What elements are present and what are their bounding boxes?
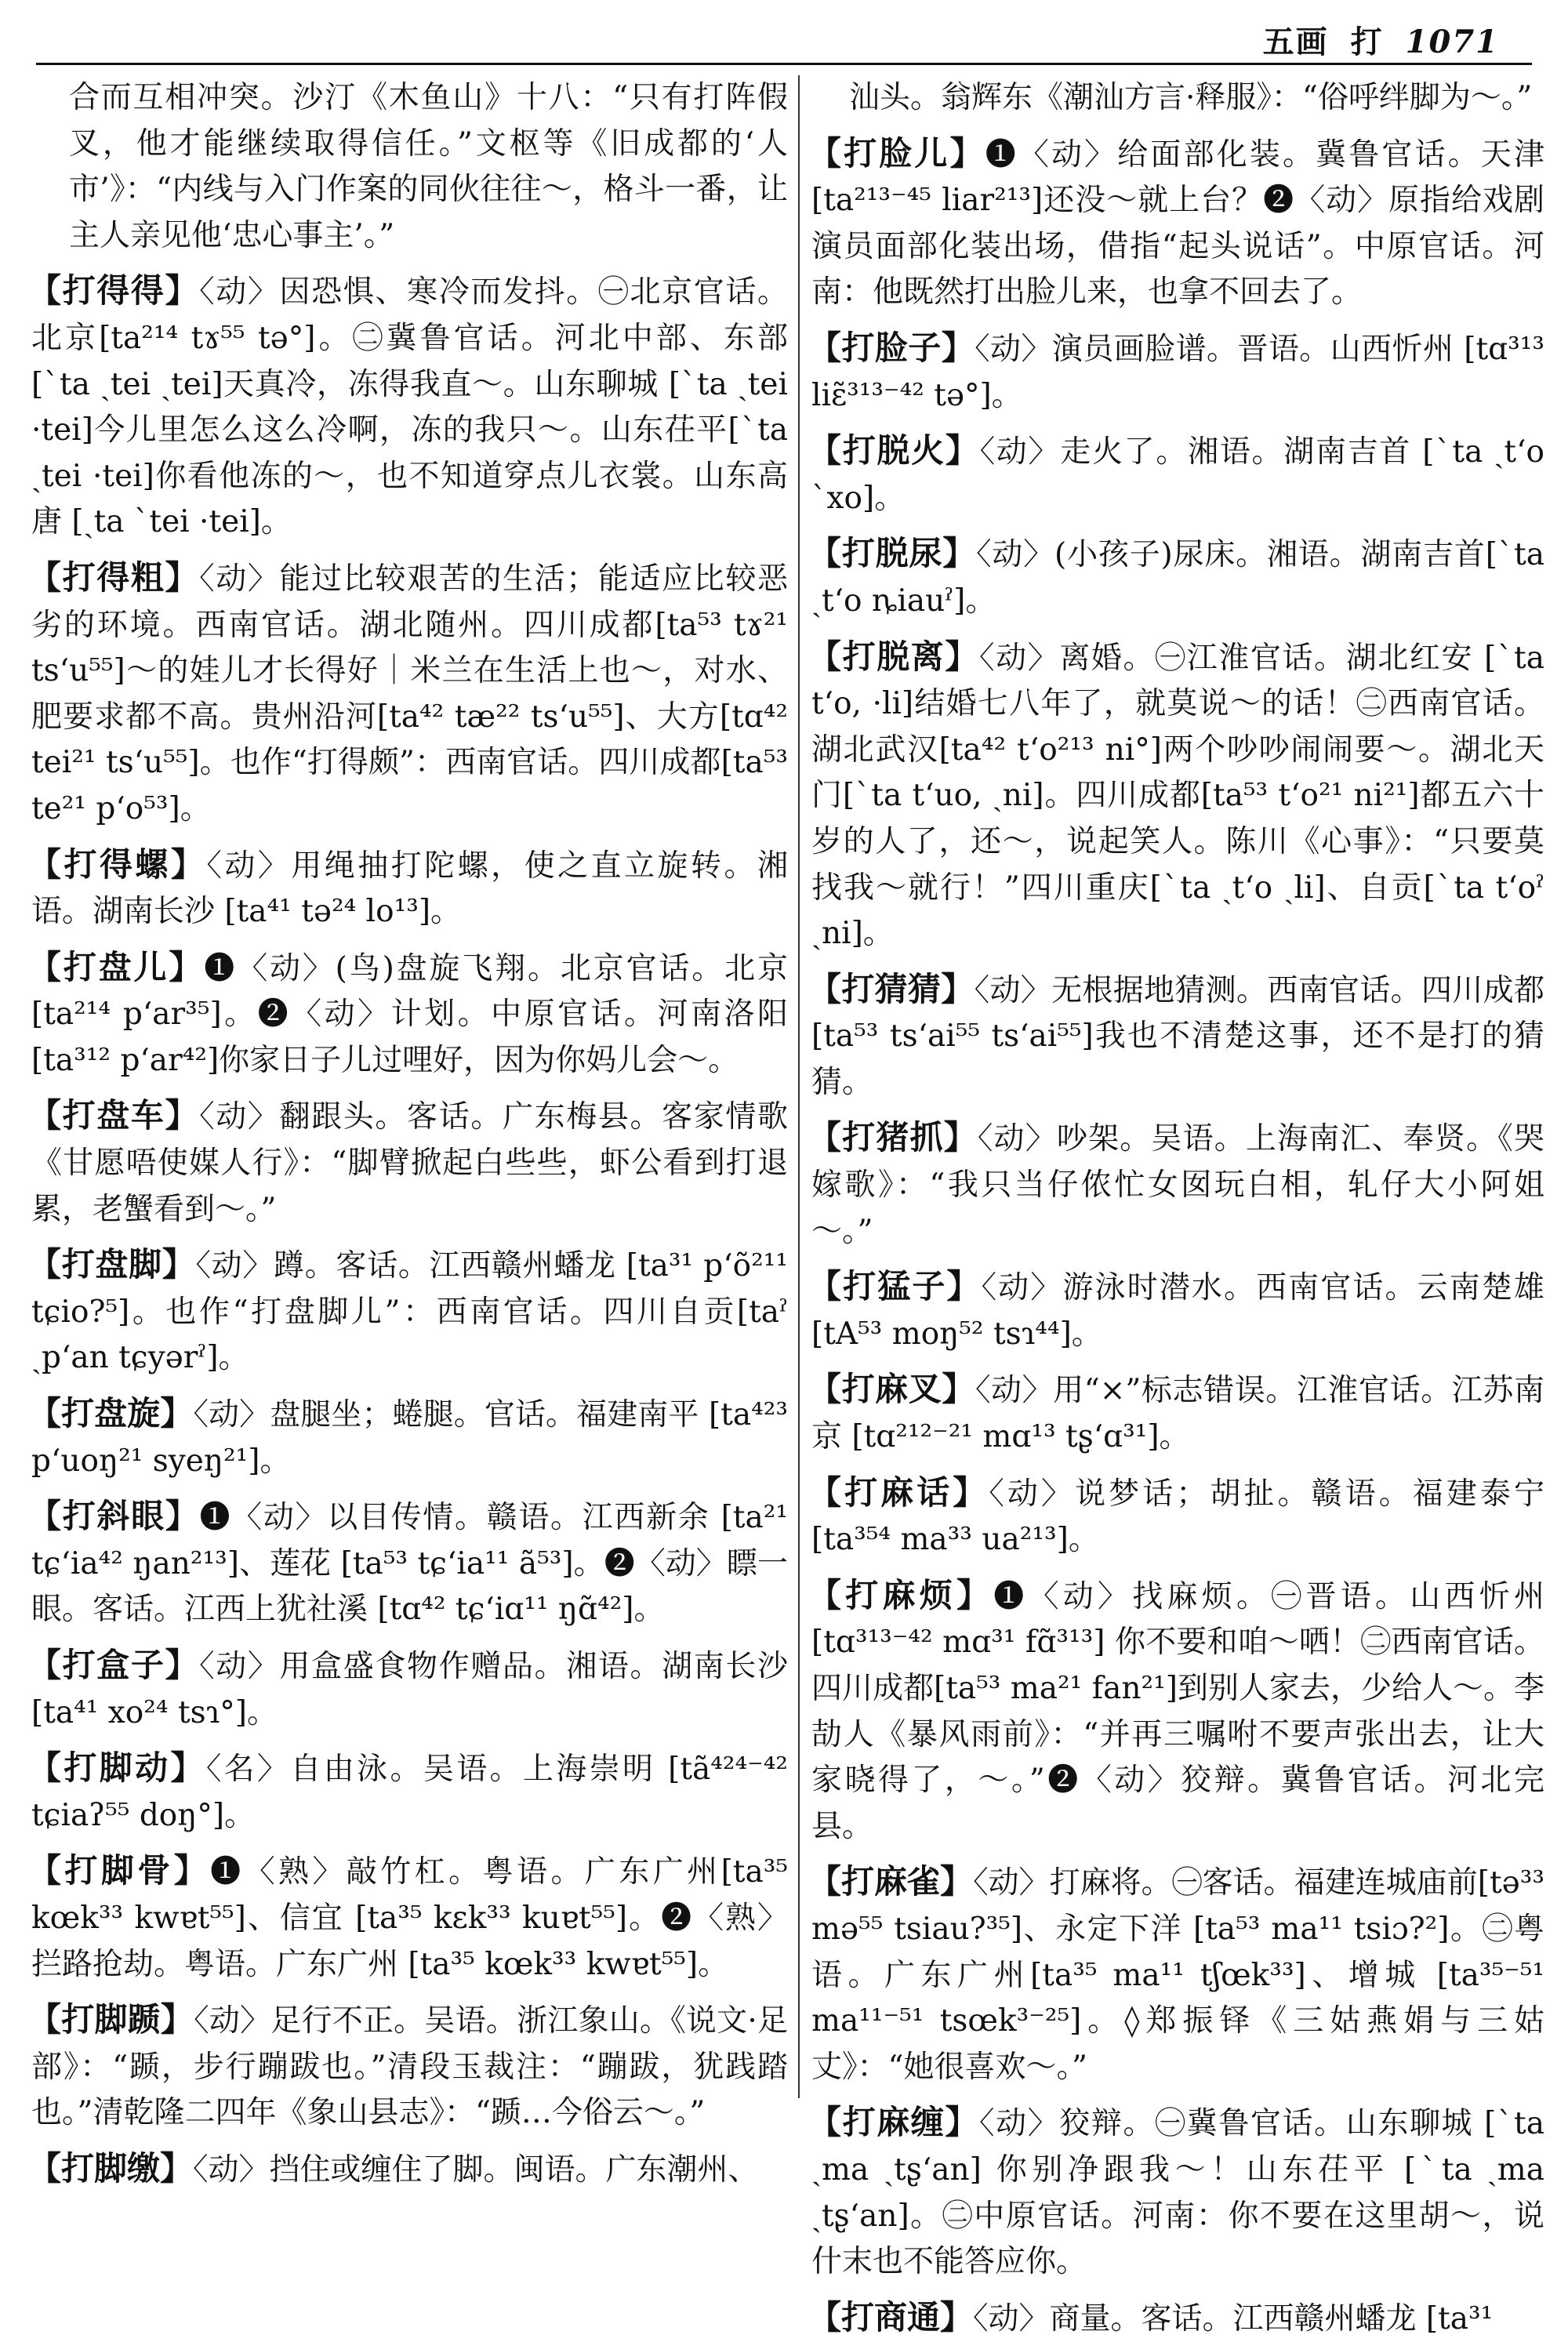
entry-definition: 〈动〉用“×”标志错误。江淮官话。江苏南京 [tɑ²¹²⁻²¹ mɑ¹³ tʂʻɑ³¹]。 xyxy=(811,1373,1544,1455)
dictionary-entry xyxy=(28,1997,788,2137)
entry-definition: 〈动〉盘腿坐；蜷腿。官话。福建南平 [ta⁴²³ pʻuoŋ²¹ syeŋ²¹]。 xyxy=(31,1397,788,1479)
entry-headword: 【打脱尿】 xyxy=(808,534,977,573)
entry-headword: 【打脚骨】 xyxy=(28,1851,211,1890)
dictionary-entry xyxy=(28,1093,788,1233)
dictionary-entry xyxy=(28,1494,788,1633)
entry-definition: 〈动〉能过比较艰苦的生活；能适应比较恶劣的环境。西南官话。湖北随州。四川成都[ta⁵³ tɤ²¹ tsʻu⁵⁵]～的娃儿才长得好｜米兰在生活上也～，对水、肥要求都不高。贵州沿河[ta⁴² tæ²² tsʻu⁵⁵]、大方[tɑ⁴² tei²¹ tsʻu⁵⁵]。也作“打得颇”：西南官话。四川成都[ta⁵³ te²¹ pʻo⁵³]。 xyxy=(31,561,788,826)
entry-definition: ❶〈熟〉敲竹杠。粤语。广东广州[ta³⁵ kœk³³ kwɐt⁵⁵]、信宜 [ta³⁵ kɛk³³ kuɐt⁵⁵]。❷〈熟〉拦路抢劫。粤语。广东广州 [ta³⁵ kœk³³ kwɐt⁵⁵]。 xyxy=(31,1854,788,1982)
dictionary-entry xyxy=(808,634,1544,957)
entry-definition: 〈动〉说梦话；胡扯。赣语。福建泰宁[ta³⁵⁴ ma³³ ua²¹³]。 xyxy=(811,1476,1544,1558)
dictionary-entry xyxy=(28,1848,788,1988)
entry-definition: 合而互相冲突。沙汀《木鱼山》十八：“只有打阵假叉，他才能继续取得信任。”文枢等《旧成都的‘人市’》：“内线与入门作案的同伙往往～，格斗一番，让主人亲见他‘忠心事主’。” xyxy=(69,80,788,253)
dictionary-entry xyxy=(28,1745,788,1839)
dictionary-entry xyxy=(28,945,788,1084)
entry-headword: 【打脸儿】 xyxy=(808,133,985,172)
entry-headword: 【打麻叉】 xyxy=(808,1370,975,1409)
entry-headword: 【打盘车】 xyxy=(28,1096,200,1135)
dictionary-entry xyxy=(808,1573,1544,1850)
dictionary-entry xyxy=(808,1859,1544,2090)
column-divider xyxy=(798,75,800,2098)
entry-headword: 【打麻雀】 xyxy=(808,1862,974,1901)
entry-definition: 〈动〉打麻将。㊀客话。福建连城庙前[tə³³ mə⁵⁵ tsiau?³⁵]、永定下洋 [ta⁵³ ma¹¹ tsiɔ?²]。㊁粤语。广东广州[ta³⁵ ma¹¹ tʃœk³³]、增城 [ta³⁵⁻⁵¹ ma¹¹⁻⁵¹ tsœk³⁻²⁵]。◊郑振铎《三姑燕娟与三姑丈》：“她很喜欢～。” xyxy=(811,1865,1544,2085)
entry-definition: 〈动〉挡住或缠住了脚。闽语。广东潮州、 xyxy=(193,2151,759,2188)
entry-headword: 【打得得】 xyxy=(28,271,200,310)
entry-definition: 汕头。翁辉东《潮汕方言·释服》：“俗呼绊脚为～。” xyxy=(849,80,1533,115)
entry-definition: 〈动〉用盒盛食物作赠品。湘语。湖南长沙 [ta⁴¹ xo²⁴ tsɿ°]。 xyxy=(31,1649,788,1730)
right-column xyxy=(808,75,1544,2337)
dictionary-entry xyxy=(808,1115,1544,1255)
dictionary-entry xyxy=(28,268,788,546)
entry-definition: 〈名〉自由泳。吴语。上海崇明 [tã⁴²⁴⁻⁴² tɕiaʔ⁵⁵ doŋ°]。 xyxy=(31,1752,788,1833)
entry-definition: 〈动〉离婚。㊀江淮官话。湖北红安 [ˋta tʻo, ·li]结婚七八年了，就莫说～的话！㊁西南官话。湖北武汉[ta⁴² tʻo²¹³ ni°]两个吵吵闹闹要～。湖北天门[ˋta tʻuo, ˏni]。四川成都[ta⁵³ tʻo²¹ ni²¹]都五六十岁的人了，还～，说起笑人。陈川《心事》：“只要莫找我～就行！”四川重庆[ˋta ˏtʻo ˏli]、自贡[ˋta tʻoˀ ˏni]。 xyxy=(811,640,1544,952)
dictionary-entry xyxy=(808,131,1544,316)
dictionary-entry xyxy=(28,1391,788,1484)
running-head xyxy=(1263,17,1499,62)
entry-definition: 〈动〉吵架。吴语。上海南汇、奉贤。《哭嫁歌》：“我只当仔侬忙女囡玩白相，轧仔大小阿姐～。” xyxy=(811,1121,1544,1249)
entry-definition: 〈动〉用绳抽打陀螺，使之直立旋转。湘语。湖南长沙 [ta⁴¹ tə²⁴ lo¹³]。 xyxy=(31,848,788,930)
entry-definition: 〈动〉游泳时潜水。西南官话。云南楚雄 [tA⁵³ moŋ⁵² tsɿ⁴⁴]。 xyxy=(811,1270,1544,1352)
dictionary-entry xyxy=(808,1470,1544,1563)
dictionary-entry xyxy=(28,555,788,833)
entry-definition: ❶〈动〉给面部化装。冀鲁官话。天津[ta²¹³⁻⁴⁵ liar²¹³]还没～就上台？❷〈动〉原指给戏剧演员面部化装出场，借指“起头说话”。中原官话。河南：他既然打出脸儿来，也拿不回去了。 xyxy=(811,136,1544,310)
dictionary-entry xyxy=(808,1264,1544,1357)
page-header xyxy=(0,0,1568,72)
entry-definition: 〈动〉演员画脸谱。晋语。山西忻州 [tɑ³¹³ liɛ̃³¹³⁻⁴² tə°]。 xyxy=(811,331,1544,413)
page-number: 1071 xyxy=(1405,24,1499,60)
dictionary-entry xyxy=(808,967,1544,1106)
entry-headword: 【打商通】 xyxy=(808,2297,974,2337)
dictionary-entry xyxy=(808,2295,1544,2342)
entry-headword: 【打得粗】 xyxy=(28,557,200,597)
header-rule xyxy=(36,63,1532,65)
entry-definition: 〈动〉因恐惧、寒冷而发抖。㊀北京官话。北京[ta²¹⁴ tɤ⁵⁵ tə°]。㊁冀鲁官话。河北中部、东部[ˋta ˏtei ˏtei]天真冷，冻得我直～。山东聊城 [ˋta ˏtei ·tei]今儿里怎么这么冷啊，冻的我只～。山东茌平[ˋta ˏtei ·tei]你看他冻的～，也不知道穿点儿衣裳。山东高唐 [ˏta ˋtei ·tei]。 xyxy=(31,274,788,540)
entry-headword: 【打脸子】 xyxy=(808,328,975,367)
entry-headword: 【打斜眼】 xyxy=(28,1497,200,1536)
entry-definition: ❶〈动〉以目传情。赣语。江西新余 [ta²¹ tɕʻia⁴² ŋan²¹³]、莲花 [ta⁵³ tɕʻia¹¹ ã⁵³]。❷〈动〉瞟一眼。客话。江西上犹社溪 [tɑ⁴² tɕʻiɑ¹¹ ŋɑ̃⁴²]。 xyxy=(31,1500,788,1628)
entry-definition: 〈动〉商量。客话。江西赣州蟠龙 [ta³¹ xyxy=(973,2300,1494,2337)
entry-definition: 〈动〉(小孩子)尿床。湘语。湖南吉首[ˋta ˏtʻo ȵiauˀ]。 xyxy=(811,537,1544,619)
dictionary-entry xyxy=(808,428,1544,521)
dictionary-entry xyxy=(28,2146,788,2194)
dictionary-entry xyxy=(28,1643,788,1736)
entry-headword: 【打脚缴】 xyxy=(28,2148,194,2188)
entry-definition: 〈动〉走火了。湘语。湖南吉首 [ˋta ˏtʻo ˋxo]。 xyxy=(811,434,1544,516)
dictionary-entry xyxy=(808,2100,1544,2285)
entry-headword: 【打得螺】 xyxy=(28,844,207,884)
entry-definition: 〈动〉翻跟头。客话。广东梅县。客家情歌《甘愿唔使媒人行》：“脚臂掀起白些些，虾公看到打退累，老蟹看到～。” xyxy=(31,1099,788,1227)
section-label: 五画 xyxy=(1262,24,1329,60)
entry-headword: 【打麻烦】 xyxy=(808,1575,994,1614)
entry-headword: 【打盘儿】 xyxy=(28,947,205,986)
left-column xyxy=(28,75,788,2188)
entry-headword: 【打脱离】 xyxy=(808,637,980,676)
entry-continuation xyxy=(31,75,788,259)
entry-headword: 【打猛子】 xyxy=(808,1267,982,1306)
entry-headword: 【打脚动】 xyxy=(28,1748,206,1788)
entry-definition: 〈动〉足行不正。吴语。浙江象山。《说文·足部》：“踬，步行蹦跋也。”清段玉裁注：“蹦跋，犹践踏也。”清乾隆二四年《象山县志》：“踬…今俗云～。” xyxy=(31,2003,788,2131)
entry-definition: 〈动〉蹲。客话。江西赣州蟠龙 [ta³¹ pʻõ²¹¹ tɕio?⁵]。也作“打盘脚儿”：西南官话。四川自贡[taˀ ˏpʻan tɕyərˀ]。 xyxy=(31,1248,788,1376)
entry-headword: 【打麻话】 xyxy=(808,1472,989,1512)
entry-definition: 〈动〉无根据地猜测。西南官话。四川成都[ta⁵³ tsʻai⁵⁵ tsʻai⁵⁵]我也不清楚这事，还不是打的猜猜。 xyxy=(811,972,1544,1100)
entry-headword: 【打猜猜】 xyxy=(808,969,975,1008)
head-character: 打 xyxy=(1350,24,1384,60)
dictionary-entry xyxy=(808,1367,1544,1460)
entry-headword: 【打麻缠】 xyxy=(808,2103,980,2142)
entry-definition: 〈动〉狡辩。㊀冀鲁官话。山东聊城 [ˋta ˏma ˏtʂʻan] 你别净跟我～！山东茌平 [ˋta ˏma ˏtʂʻan]。㊁中原官话。河南：你不要在这里胡～，说什末也不能答应你。 xyxy=(811,2106,1544,2280)
dictionary-entry xyxy=(808,531,1544,624)
entry-headword: 【打盒子】 xyxy=(28,1646,200,1684)
entry-headword: 【打猪抓】 xyxy=(808,1118,978,1157)
entry-headword: 【打脱火】 xyxy=(808,431,980,470)
entry-continuation xyxy=(811,75,1544,122)
dictionary-entry xyxy=(28,842,788,935)
entry-headword: 【打盘脚】 xyxy=(28,1245,196,1284)
entry-headword: 【打脚踬】 xyxy=(28,2000,194,2039)
entry-headword: 【打盘旋】 xyxy=(28,1394,194,1433)
dictionary-entry xyxy=(808,325,1544,419)
entry-definition: ❶〈动〉(鸟)盘旋飞翔。北京官话。北京[ta²¹⁴ pʻar³⁵]。❷〈动〉计划。中原官话。河南洛阳 [ta³¹² pʻar⁴²]你家日子儿过哩好，因为你妈儿会～。 xyxy=(31,950,788,1078)
entry-definition: ❶〈动〉找麻烦。㊀晋语。山西忻州 [tɑ³¹³⁻⁴² mɑ³¹ fɑ̃³¹³] 你不要和咱～哂！㊁西南官话。四川成都[ta⁵³ ma²¹ fan²¹]到别人家去，少给人～。李劼人《暴风雨前》：“并再三嘱咐不要声张出去，让大家晓得了，～。”❷〈动〉狡辩。冀鲁官话。河北完县。 xyxy=(811,1578,1544,1844)
dictionary-entry xyxy=(28,1242,788,1382)
